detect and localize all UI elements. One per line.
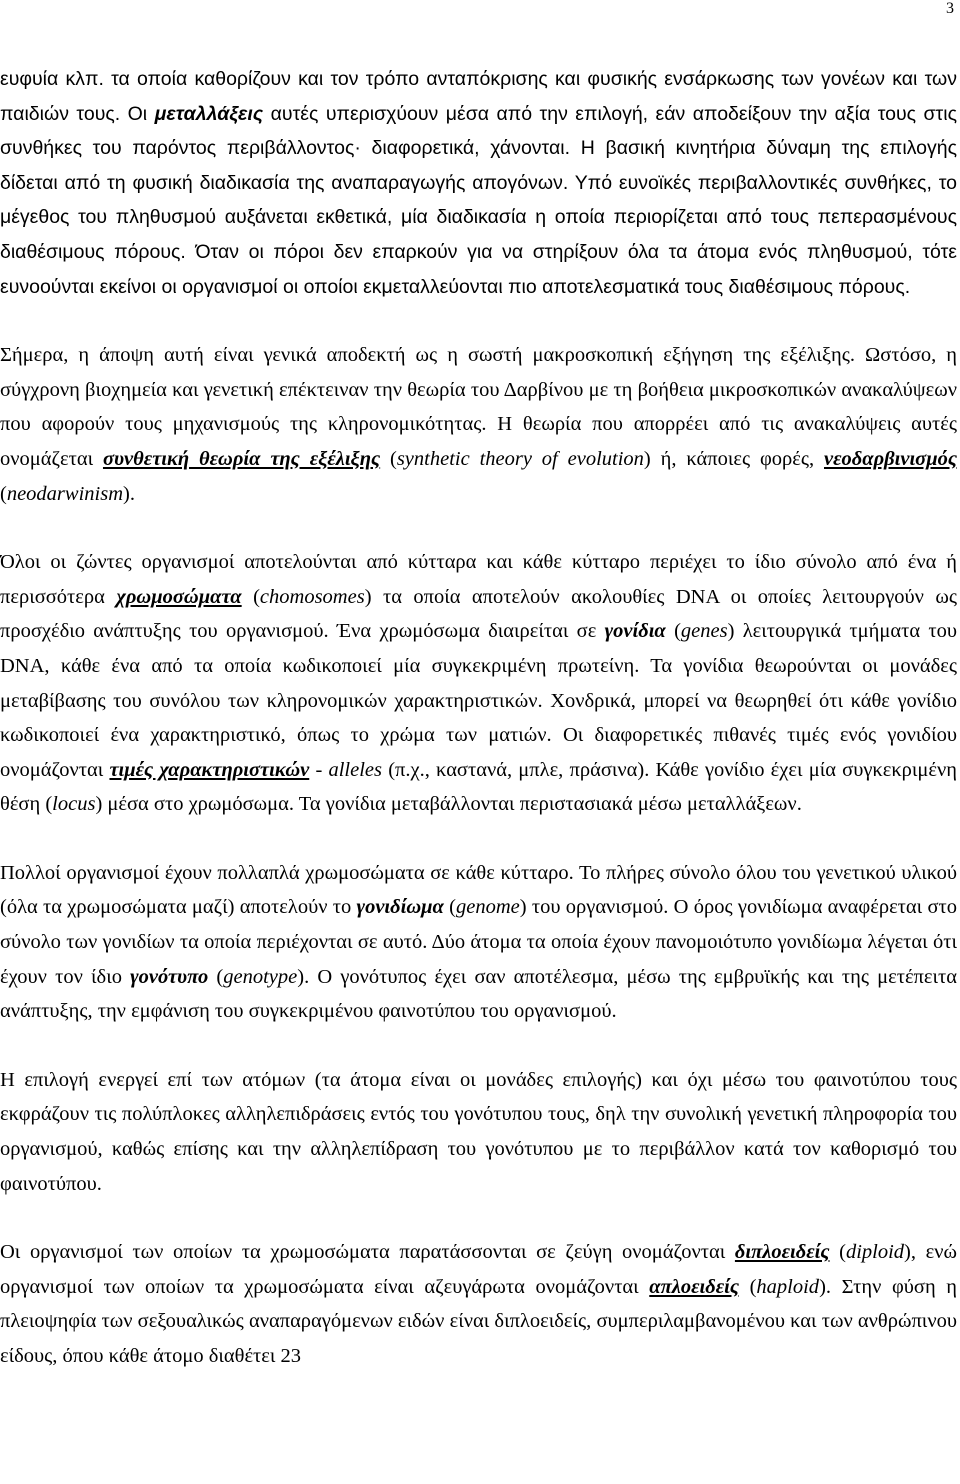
text-run: Η επιλογή ενεργεί επί των ατόμων (τα άτομα είναι οι μονάδες επιλογής) και όχι μέσω του φαινοτύπου τους εκφράζουν τις πολύπλοκες αλληλεπιδράσεις εντός του γονότυπου τους, δηλ την συνολική γενετική πληροφορία του οργανισμού, καθώς επίσης και την αλληλεπίδραση του γονότυπου με το περιβάλλον κατά τον καθορισμό του φαινοτύπου. — [0, 1068, 957, 1195]
text-run: Όλοι οι ζώντες οργανισμοί αποτελούνται από κύτταρα και κάθε κύτταρο περιέχει το ίδιο σύνολο από ένα ή περισσότερα — [0, 551, 957, 608]
paragraph-chromosomes-genes — [0, 545, 957, 822]
text-run: ( — [665, 620, 681, 643]
paragraph-selection-phenotype — [0, 1063, 957, 1201]
text-run: ) ή, κάποιες φορές, — [643, 447, 824, 470]
term-alleles-english: alleles — [328, 758, 382, 781]
text-run: ) μέσα στο χρωμόσωμα. Τα γονίδια μεταβάλλονται περιστασιακά μέσω μεταλλάξεων. — [95, 793, 802, 816]
text-run: αυτές υπερισχύουν μέσα από την επιλογή, εάν αποδείξουν την αξία τους στις συνθήκες του παρόντος περιβάλλοντος· διαφορετικά, χάνονται. Η βασική κινητήρια δύναμη της επιλογής δίδεται από τη φυσική διαδικασία της αναπαραγωγής απογόνων. Υπό ευνοϊκές περιβαλλοντικές συνθήκες, το μέγεθος του πληθυσμού αυξάνεται εκθετικά, μία διαδικασία η οποία περιορίζεται από τους πεπερασμένους διαθέσιμους πόρους. Όταν οι πόροι δεν επαρκούν για να στηρίξουν όλα τα άτομα ενός πληθυσμού, τότε ευνοούνται εκείνοι οι οργανισμοί οι οποίοι εκμεταλλεύονται πιο αποτελεσματικά τους διαθέσιμους πόρους. — [0, 102, 957, 298]
text-run: ). Στην φύση η πλειοψηφία των σεξουαλικώς αναπαραγόμενων ειδών είναι διπλοειδείς, συμπεριλαμβανομένου και των ανθρώπινου είδους, όπου κάθε άτομο διαθέτει 23 — [0, 1275, 957, 1367]
text-run: ( — [380, 447, 397, 470]
term-mutations: μεταλλάξεις — [154, 102, 264, 125]
paragraph-synthetic-theory — [0, 338, 957, 511]
text-run: Πολλοί οργανισμοί έχουν πολλαπλά χρωμοσώματα σε κάθε κύτταρο. Το πλήρες σύνολο όλου του γενετικού υλικού (όλα τα χρωμοσώματα μαζί) αποτελούν το — [0, 861, 957, 919]
term-chromosomes-english: chomosomes — [259, 585, 365, 608]
term-genome-english: genome — [456, 896, 520, 919]
text-run: ( — [208, 965, 224, 988]
page-number: 3 — [946, 0, 954, 17]
text-run: ). — [123, 482, 135, 505]
paragraph-genome-genotype — [0, 856, 957, 1029]
text-run: ) λειτουργικά τμήματα του DNA, κάθε ένα από τα οποία κωδικοποιεί μία συγκεκριμένη πρωτείνη. Τα γονίδια θεωρούνται οι μονάδες μεταβίβασης του συνόλου των κληρονομικών χαρακτηριστικών. Χονδρικά, μπορεί να θεωρηθεί ότι κάθε γονίδιο κωδικοποιεί ένα χαρακτηριστικό, όπως το χρώμα των ματιών. Οι διαφορετικές πιθανές τιμές ενός γονιδίου ονομάζονται — [0, 620, 957, 781]
term-neodarwinism-english: neodarwinism — [6, 482, 124, 505]
term-haploid: απλοειδείς — [649, 1275, 739, 1298]
term-genes-english: genes — [680, 620, 728, 643]
text-run: Σήμερα, η άποψη αυτή είναι γενικά αποδεκτή ως η σωστή μακροσκοπική εξήγηση της εξέλιξης. Ωστόσο, η σύγχρονη βιοχημεία και γενετική επέκτειναν την θεωρία του Δαρβίνου με τη βοήθεια μικροσκοπικών ανακαλύψεων που αφορούν τους μηχανισμούς της κληρονομικότητας. Η θεωρία που απορρέει από τις ανακαλύψεις αυτές ονομάζεται — [0, 344, 957, 470]
term-synthetic-theory: συνθετική θεωρία της εξέλιξης — [102, 447, 381, 470]
text-run: (π.χ., καστανά, μπλε, πράσινα). Κάθε γονίδιο έχει μία συγκεκριμένη θέση ( — [0, 758, 958, 816]
term-genome: γονιδίωμα — [356, 896, 444, 919]
paragraph-selection-intro — [0, 62, 957, 304]
text-run: Οι οργανισμοί των οποίων τα χρωμοσώματα παρατάσσονται σε ζεύγη ονομάζονται — [0, 1241, 735, 1264]
text-run: ) του οργανισμού. Ο όρος γονιδίωμα αναφέρεται στο σύνολο των γονιδίων τα οποία περιέχονται σε αυτό. Δύο άτομα τα οποία έχουν πανομοιότυπο γονιδίωμα λέγεται ότι έχουν τον ίδιο — [0, 896, 957, 988]
text-run: ), ενώ οργανισμοί των οποίων τα χρωμοσώματα είναι αζευγάρωτα ονομάζονται — [0, 1241, 957, 1298]
term-diploid: διπλοειδείς — [734, 1241, 830, 1264]
term-locus-english: locus — [52, 793, 96, 816]
text-run: ) τα οποία αποτελούν ακολουθίες DNA οι οποίες λειτουργούν ως προσχέδιο ανάπτυξης του οργανισμού. Ένα χρωμόσωμα διαιρείται σε — [0, 585, 957, 643]
text-run: ( — [443, 896, 456, 919]
text-run: - — [309, 758, 329, 781]
term-synthetic-theory-english: synthetic theory of evolution — [396, 447, 644, 470]
document-body — [0, 62, 957, 1374]
term-genes: γονίδια — [604, 620, 666, 643]
paragraph-diploid-haploid — [0, 1235, 957, 1373]
term-haploid-english: haploid — [756, 1275, 820, 1298]
term-neodarwinism: νεοδαρβινισμός — [824, 447, 957, 470]
term-genotype-english: genotype — [223, 965, 298, 988]
text-run: ( — [739, 1275, 757, 1298]
text-run: ( — [241, 585, 260, 608]
text-run: ( — [0, 482, 7, 505]
term-diploid-english: diploid — [845, 1241, 905, 1264]
text-run: ( — [829, 1241, 846, 1264]
text-run: ). Ο γονότυπος έχει σαν αποτέλεσμα, μέσω της εμβρυϊκής και της μετέπειτα ανάπτυξης, την εμφάνιση του συγκεκριμένου φαινοτύπου του οργανισμού. — [0, 965, 958, 1023]
text-run: ευφυία κλπ. τα οποία καθορίζουν και τον τρόπο ανταπόκρισης και φυσικής ενσάρκωσης των γονέων και των παιδιών τους. Οι — [0, 68, 957, 125]
term-alleles: τιμές χαρακτηριστικών — [109, 758, 310, 781]
term-chromosomes: χρωμοσώματα — [116, 585, 242, 608]
term-genotype: γονότυπο — [130, 965, 209, 988]
